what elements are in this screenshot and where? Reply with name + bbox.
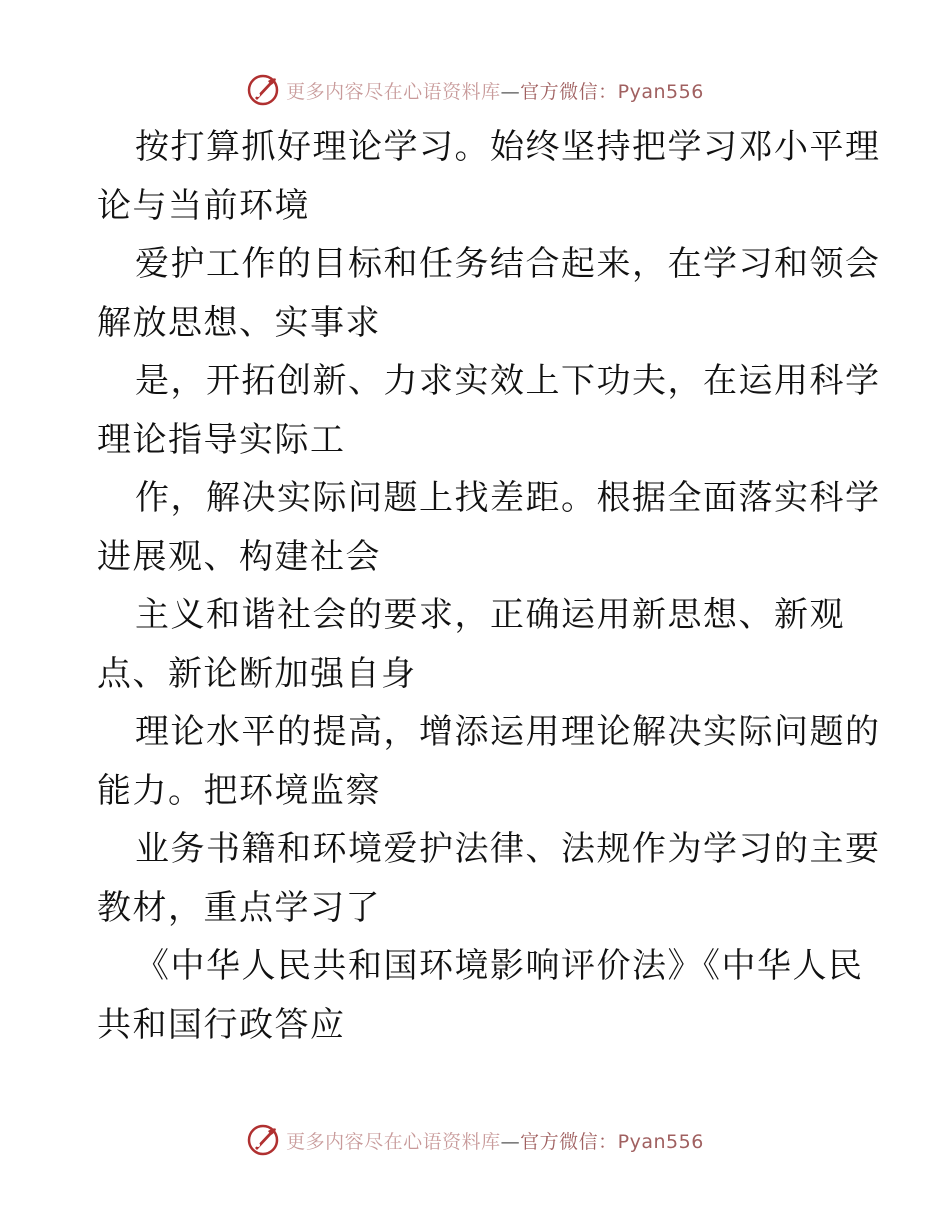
paragraph-line: 点、新论断加强自身 — [97, 653, 417, 694]
paragraph-line: 理论水平的提高，增添运用理论解决实际问题的 — [135, 712, 881, 752]
paragraph-line: 按打算抓好理论学习。始终坚持把学习邓小平理 — [135, 127, 881, 167]
paragraph-line: 作，解决实际问题上找差距。根据全面落实科学 — [135, 478, 881, 518]
paragraph-line: 爱护工作的目标和任务结合起来，在学习和领会 — [135, 244, 881, 284]
paragraph-line: 解放思想、实事求 — [97, 302, 381, 343]
quill-logo-icon — [246, 1123, 280, 1157]
paragraph-line: 理论指导实际工 — [97, 419, 346, 460]
paragraph-line: 教材，重点学习了 — [97, 887, 381, 928]
watermark-dash: — — [500, 1130, 521, 1153]
paragraph-line: 是，开拓创新、力求实效上下功夫，在运用科学 — [135, 361, 881, 401]
paragraph-line: 业务书籍和环境爱护法律、法规作为学习的主要 — [135, 829, 881, 869]
paragraph-line: 主义和谐社会的要求，正确运用新思想、新观 — [135, 595, 845, 635]
footer-watermark — [0, 1120, 950, 1160]
document-body — [97, 118, 881, 1054]
watermark-text — [286, 77, 704, 104]
paragraph-line: 论与当前环境 — [97, 185, 310, 226]
watermark-contact: 官方微信：Pyan556 — [520, 80, 704, 103]
paragraph-line: 共和国行政答应 — [97, 1004, 346, 1045]
watermark-site: 更多内容尽在心语资料库 — [286, 1130, 501, 1153]
watermark-site: 更多内容尽在心语资料库 — [286, 80, 501, 103]
watermark-text — [286, 1127, 704, 1154]
paragraph-line: 《中华人民共和国环境影响评价法》《中华人民 — [135, 946, 864, 986]
watermark-dash: — — [500, 80, 521, 103]
header-watermark — [0, 70, 950, 110]
paragraph-line: 能力。把环境监察 — [97, 770, 381, 811]
quill-logo-icon — [246, 73, 280, 107]
paragraph-line: 进展观、构建社会 — [97, 536, 381, 577]
watermark-contact: 官方微信：Pyan556 — [520, 1130, 704, 1153]
